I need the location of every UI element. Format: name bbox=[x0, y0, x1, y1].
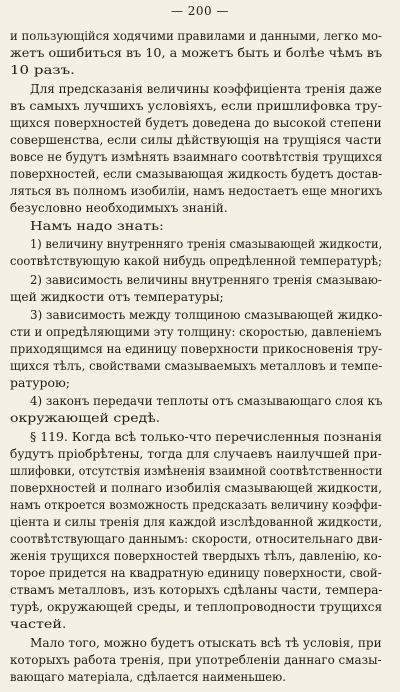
text-line: турѣ, окружающей среды, и теплопроводности трущихся bbox=[10, 600, 383, 614]
text-line: соотвѣтствующую какой нибудь опредѣленной температурѣ; bbox=[10, 254, 382, 268]
text-line: ляться въ полномъ изобиліи, намъ недостаетъ еще многихъ bbox=[10, 184, 383, 198]
text-line: 1) величину внутренняго тренія смазывающей жидкости, bbox=[30, 237, 383, 251]
text-line: 10 разъ. bbox=[10, 63, 75, 77]
text-line: ратурою; bbox=[10, 376, 70, 390]
text-line: § 119. Когда всѣ только-что перечисленныя познанія bbox=[30, 430, 382, 444]
text-line: торое придется на квадратную единицу поверхности, свой- bbox=[10, 566, 382, 580]
text-line: вовсе не будутъ измѣнять взаимнаго соотвѣтствія трущихся bbox=[10, 150, 383, 164]
text-line: безусловно необходимыхъ знаній. bbox=[10, 201, 228, 215]
text-line: окружающей средѣ. bbox=[10, 411, 161, 425]
text-line: 3) зависимость между толщиною смазывающей жидко- bbox=[30, 308, 383, 322]
text-line: ствамъ металловъ, изъ которыхъ сдѣланы части, темпера- bbox=[10, 583, 383, 597]
text-line: Мало того, можно будетъ отыскать всѣ тѣ условія, при bbox=[30, 636, 382, 650]
text-line: щихся поверхностей будетъ доведена до высокой степени bbox=[10, 116, 382, 130]
text-line: вающаго матеріала, сдѣлается наименьшею. bbox=[10, 670, 286, 684]
text-line: частей. bbox=[10, 617, 67, 631]
text-line: щей жидкости отъ температуры; bbox=[10, 290, 224, 304]
text-line: намъ откроется возможность предсказать величину коэффи- bbox=[10, 498, 382, 512]
text-line: соотвѣтствующаго даннымъ: скорости, относительнаго дви- bbox=[10, 532, 383, 546]
text-line: будутъ пріобрѣтены, тогда для случаевъ наилучшей при- bbox=[10, 447, 382, 461]
text-line: поверхностей, если смазывающая жидкость будетъ достав- bbox=[10, 167, 383, 181]
text-line: 2) зависимость величины внутренняго тренія смазываю- bbox=[30, 273, 382, 287]
text-line: которыхъ работа тренія, при употребленіи даннаго смазы- bbox=[10, 653, 382, 667]
page-number: — 200 — bbox=[170, 4, 230, 18]
text-line: щихся тѣлъ, свойствами смазываемыхъ металловъ и темпе- bbox=[10, 359, 383, 373]
text-line: Для предсказанія величины коэффиціента тренія даже bbox=[30, 82, 382, 96]
text-line: и пользующійся ходячими правилами и данными, легко мо- bbox=[10, 29, 382, 43]
text-line: сти и опредѣляющими эту толщину: скоростью, давленіемъ bbox=[10, 325, 382, 339]
text-line: женія трущихся поверхностей твердыхъ тѣлъ, давленію, ко- bbox=[10, 549, 382, 563]
text-line: шлифовки, отсутствія измѣненія взаимной соотвѣтственности bbox=[10, 464, 383, 478]
text-line: жетъ ошибиться въ 10, а можетъ быть и болѣе чѣмъ въ bbox=[10, 46, 383, 60]
text-line: Намъ надо знать: bbox=[30, 219, 164, 233]
text-line: 4) законъ передачи теплоты отъ смазывающаго слоя къ bbox=[30, 394, 383, 408]
text-line: приходящимся на единицу поверхности прикосновенія тру- bbox=[10, 342, 383, 356]
text-line: въ самыхъ лучшихъ условіяхъ, если пришлифовка тру- bbox=[10, 99, 382, 113]
text-line: ціента и силы тренія для каждой изслѣдованной жидкости, bbox=[10, 515, 382, 529]
text-line: совершенства, если силы дѣйствующія на трущіяся части bbox=[10, 133, 382, 147]
text-line: поверхностей и полнаго изобилія смазывающей жидкости, bbox=[10, 481, 383, 495]
